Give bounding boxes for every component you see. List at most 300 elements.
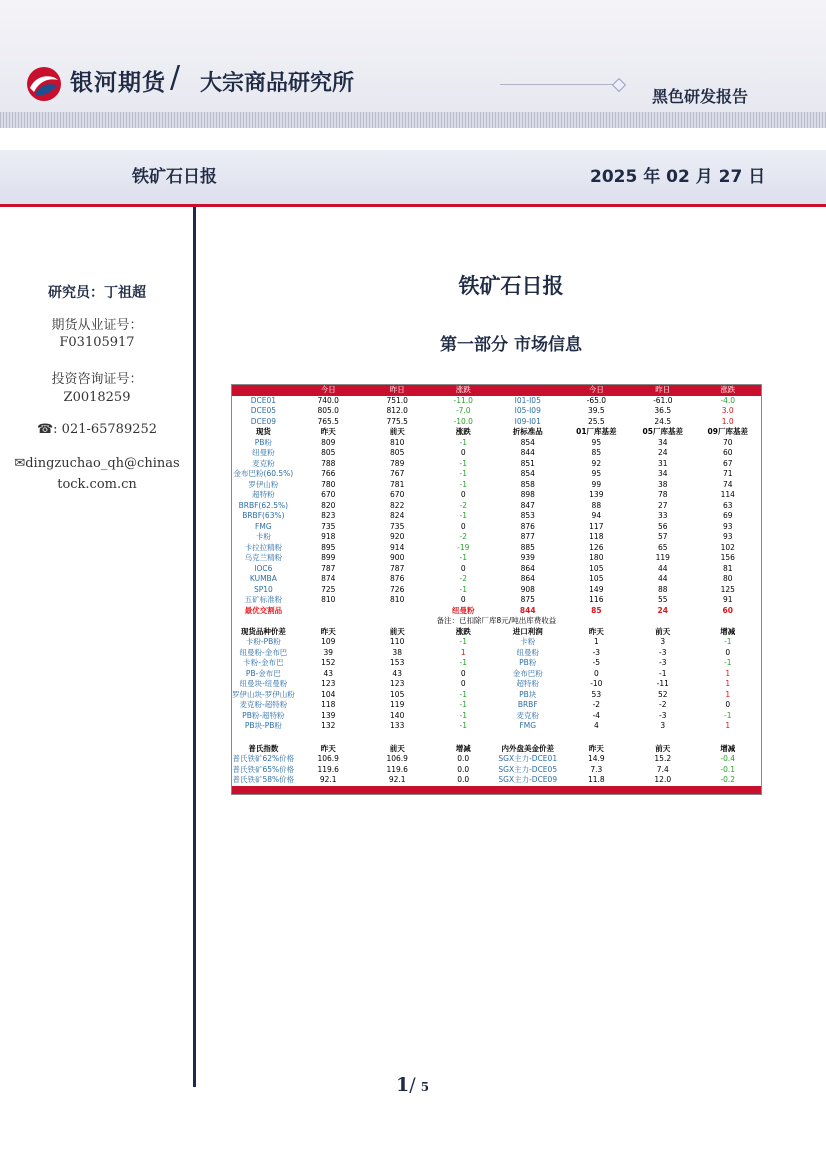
table-cell: 最优交割品 xyxy=(244,605,283,615)
table-cell: 156 xyxy=(720,553,735,562)
table-cell: 854 xyxy=(520,469,535,478)
table-cell: 0 xyxy=(460,563,466,573)
table-cell: -1 xyxy=(459,511,467,520)
report-date: 2025 年 02 月 27 日 xyxy=(590,167,766,187)
table-cell: -1 xyxy=(459,458,467,468)
table-cell: 920 xyxy=(390,532,405,541)
table-cell: 36.5 xyxy=(654,406,672,415)
table-cell: 33 xyxy=(657,511,668,520)
table-cell: 01厂库基差 xyxy=(576,427,617,436)
table-cell: -1 xyxy=(459,700,467,709)
table-cell: 1 xyxy=(725,721,731,730)
table-cell: 52 xyxy=(657,689,668,699)
table-cell: 昨天 xyxy=(588,626,604,636)
table-cell: 780 xyxy=(321,479,336,489)
table-cell: 875 xyxy=(520,595,535,604)
table-cell: 789 xyxy=(390,458,405,468)
table-cell: 3 xyxy=(660,637,666,646)
table-cell: 118 xyxy=(589,532,604,541)
table-cell: 805 xyxy=(321,448,336,457)
table-cell: 809 xyxy=(321,437,336,447)
table-cell: 105 xyxy=(589,563,604,573)
table-cell: 767 xyxy=(390,469,405,478)
spot-row xyxy=(232,574,762,585)
table-cell: 844 xyxy=(519,605,536,615)
header-stripes xyxy=(0,112,826,128)
table-cell: PB-金布巴 xyxy=(245,668,281,678)
table-cell: -4.0 xyxy=(720,395,736,405)
table-cell: BRBF(63%) xyxy=(242,511,285,520)
table-cell: 78 xyxy=(657,490,668,499)
table-cell: 670 xyxy=(321,490,336,499)
table-cell: 金布巴粉 xyxy=(512,668,543,678)
table-cell: -2 xyxy=(659,700,667,709)
table-cell: FMG xyxy=(255,521,272,531)
table-cell: 25.5 xyxy=(587,416,605,426)
table-cell: 0.0 xyxy=(457,764,470,774)
spread-row xyxy=(232,679,762,690)
table-cell: 105 xyxy=(390,689,405,699)
table-cell: 前天 xyxy=(655,743,671,753)
table-cell: PB块 xyxy=(519,689,537,699)
table-cell: 854 xyxy=(520,437,535,447)
table-cell: 781 xyxy=(390,479,405,489)
table-cell: -1 xyxy=(459,584,467,594)
table-cell: 增减 xyxy=(720,743,736,753)
table-cell: 麦克粉 xyxy=(516,710,539,720)
table-cell: 38 xyxy=(657,479,668,489)
table-cell: 94 xyxy=(591,511,602,520)
table-cell: 60 xyxy=(722,605,733,615)
spot-row xyxy=(232,564,762,575)
table-cell xyxy=(362,606,433,617)
table-cell: 34 xyxy=(657,469,668,478)
license-label: 期货从业证号： xyxy=(51,318,143,333)
table-cell: 908 xyxy=(520,584,535,594)
table-cell: 27 xyxy=(657,500,668,510)
table-footer-bar xyxy=(232,786,762,795)
table-cell: 139 xyxy=(589,490,604,499)
table-cell: -0.1 xyxy=(720,764,736,774)
table-cell: 0 xyxy=(460,490,466,499)
table-cell: 1 xyxy=(593,637,599,646)
table-cell: 63 xyxy=(722,500,733,510)
table-cell: -1 xyxy=(459,721,467,730)
table-cell: -1 xyxy=(459,553,467,562)
table-cell: 92.1 xyxy=(319,775,337,784)
table-cell: 折标准品 xyxy=(512,427,543,436)
table-cell: 11.8 xyxy=(587,775,605,784)
decorative-line xyxy=(500,84,618,85)
table-cell: 114 xyxy=(720,490,735,499)
spot-row xyxy=(232,480,762,491)
table-cell: -0.4 xyxy=(720,754,736,763)
table-cell: 81 xyxy=(722,563,733,573)
table-cell: 昨天 xyxy=(588,743,604,753)
table-cell: 71 xyxy=(722,469,733,478)
spot-row xyxy=(232,553,762,564)
table-cell: 117 xyxy=(589,521,604,531)
table-cell: 卡粉 xyxy=(520,637,536,646)
table-cell xyxy=(631,616,761,627)
table-cell: 进口利润 xyxy=(512,626,543,636)
futures-row xyxy=(232,396,762,407)
table-cell: 纽曼粉 xyxy=(252,448,275,457)
table-cell: 858 xyxy=(520,479,535,489)
table-cell xyxy=(295,606,362,617)
spot-row xyxy=(232,501,762,512)
table-cell: 43 xyxy=(392,668,402,678)
table-cell: 895 xyxy=(321,542,336,552)
table-cell: -10.0 xyxy=(453,416,473,426)
table-cell: 涨跌 xyxy=(455,427,471,436)
table-cell: 超特粉 xyxy=(252,490,275,499)
table-cell: -1 xyxy=(459,658,467,667)
table-cell: 851 xyxy=(520,458,535,468)
table-cell xyxy=(232,786,762,795)
spot-row xyxy=(232,511,762,522)
table-cell: 939 xyxy=(520,553,535,562)
page-current: 1 xyxy=(396,1074,410,1096)
spread-row xyxy=(232,711,762,722)
table-cell: 853 xyxy=(520,511,535,520)
table-cell: 昨天 xyxy=(320,626,336,636)
table-cell: 24.5 xyxy=(654,416,672,426)
table-cell xyxy=(494,385,562,396)
table-cell: 前天 xyxy=(655,626,671,636)
table-cell: 昨天 xyxy=(320,743,336,753)
spread-row xyxy=(232,658,762,669)
table-cell: 91 xyxy=(722,595,733,604)
table-cell: 0 xyxy=(460,679,466,688)
phone-line xyxy=(10,422,184,437)
table-cell: 0.0 xyxy=(457,754,470,763)
note-row xyxy=(232,616,762,627)
spread-row xyxy=(232,637,762,648)
table-cell: 914 xyxy=(390,542,405,552)
spacer-row xyxy=(232,732,762,744)
table-cell: 31 xyxy=(657,458,668,468)
platts-header-row xyxy=(232,744,762,755)
table-cell: -0.2 xyxy=(720,775,736,784)
table-cell: 4 xyxy=(593,721,599,730)
table-cell: 899 xyxy=(321,553,336,562)
table-cell: -3 xyxy=(659,658,667,667)
table-cell: 罗伊山块-罗伊山粉 xyxy=(232,689,295,699)
table-cell: 119 xyxy=(655,553,670,562)
table-cell: 69 xyxy=(722,511,733,520)
table-cell: 126 xyxy=(589,542,604,552)
table-cell: 149 xyxy=(589,584,604,594)
table-cell: -1 xyxy=(724,710,732,720)
table-cell: 92.1 xyxy=(388,775,406,784)
table-cell: 918 xyxy=(321,532,336,541)
table-cell: 775.5 xyxy=(386,416,408,426)
platts-row xyxy=(232,754,762,765)
table-cell: 805.0 xyxy=(317,406,339,415)
table-cell: 80 xyxy=(722,574,733,583)
table-cell: 180 xyxy=(589,553,604,562)
table-cell: 麦克粉 xyxy=(252,458,275,468)
table-cell: 824 xyxy=(390,511,405,520)
table-cell: 涨跌 xyxy=(695,385,762,396)
table-cell: 820 xyxy=(321,500,336,510)
table-cell: 乌克兰精粉 xyxy=(244,553,283,562)
email-line-2: tock.com.cn xyxy=(57,477,137,492)
table-cell: 787 xyxy=(390,563,405,573)
table-cell: 24 xyxy=(657,605,668,615)
table-cell: 卡粉 xyxy=(255,532,271,541)
table-cell: -1 xyxy=(724,658,732,667)
table-cell: 93 xyxy=(722,532,733,541)
table-cell: 65 xyxy=(657,542,668,552)
table-cell: 900 xyxy=(390,553,405,562)
email-line xyxy=(10,456,184,471)
table-cell: SP10 xyxy=(253,584,273,594)
table-cell: 670 xyxy=(390,490,405,499)
table-cell: 153 xyxy=(390,658,405,667)
table-cell: 增减 xyxy=(455,743,471,753)
table-cell: 787 xyxy=(321,563,336,573)
table-cell: 金布巴粉(60.5%) xyxy=(233,469,294,478)
table-cell: 95 xyxy=(591,469,602,478)
table-cell: -65.0 xyxy=(586,395,607,405)
table-cell: 24 xyxy=(657,448,668,457)
table-cell: 前天 xyxy=(389,626,405,636)
platts-row xyxy=(232,765,762,776)
table-cell: -4 xyxy=(592,710,601,720)
table-cell: 152 xyxy=(321,658,336,667)
table-cell: 735 xyxy=(390,521,405,531)
table-cell: -10 xyxy=(590,679,603,688)
table-cell: BRBF xyxy=(517,700,538,709)
futures-row xyxy=(232,417,762,428)
table-cell: 810 xyxy=(390,595,405,604)
table-cell: 132 xyxy=(321,721,336,730)
table-cell: -2 xyxy=(459,574,467,583)
table-cell: 3.0 xyxy=(721,406,734,415)
table-cell: 昨日 xyxy=(631,385,695,396)
spot-row xyxy=(232,532,762,543)
table-cell: 844 xyxy=(520,448,535,457)
table-cell: 812.0 xyxy=(386,406,408,415)
table-cell: 119.6 xyxy=(386,764,408,774)
table-cell: 今日 xyxy=(295,385,362,396)
table-cell: SGX主力-DCE09 xyxy=(498,775,558,784)
email-part1: dingzuchao_qh@chinas xyxy=(25,456,180,471)
institute-name: 大宗商品研究所 xyxy=(200,71,355,96)
table-cell: 788 xyxy=(321,458,336,468)
table-cell: 93 xyxy=(722,521,733,531)
consult-label: 投资咨询证号： xyxy=(51,372,143,387)
table-cell: 罗伊山粉 xyxy=(248,479,279,489)
table-cell: -2 xyxy=(459,500,467,510)
table-cell: 纽曼粉 xyxy=(516,647,539,657)
table-cell: 34 xyxy=(657,437,668,447)
table-cell: 05厂库基差 xyxy=(642,427,683,436)
spot-row xyxy=(232,543,762,554)
company-name: 银河期货 xyxy=(70,70,166,96)
table-cell: 纽曼块-纽曼粉 xyxy=(239,679,288,688)
table-cell: DCE01 xyxy=(250,395,276,405)
table-cell: 1 xyxy=(725,679,731,688)
table-cell: 昨日 xyxy=(362,385,433,396)
table-cell: 0 xyxy=(460,521,466,531)
table-cell: 57 xyxy=(657,532,668,541)
table-cell: 39.5 xyxy=(587,406,605,415)
table-cell: 0 xyxy=(593,668,599,678)
table-cell: 44 xyxy=(657,563,668,573)
spread-row xyxy=(232,721,762,732)
table-cell: -11.0 xyxy=(453,395,473,405)
spot-row xyxy=(232,585,762,596)
table-cell: 53 xyxy=(591,689,602,699)
table-cell: 7.3 xyxy=(590,764,603,774)
table-cell: DCE09 xyxy=(250,416,276,426)
band-red-line xyxy=(0,204,826,207)
table-cell: 纽曼粉 xyxy=(452,605,475,615)
table-cell: -1 xyxy=(459,437,467,447)
table-cell: 卡粉-金布巴 xyxy=(243,658,284,667)
table-cell: PB块-PB粉 xyxy=(244,721,282,730)
table-cell: 105 xyxy=(589,574,604,583)
table-cell: 前天 xyxy=(389,743,405,753)
table-cell: 106.9 xyxy=(317,754,339,763)
table-cell: PB粉-超特粉 xyxy=(242,710,285,720)
table-cell: 810 xyxy=(390,437,405,447)
table-cell: 44 xyxy=(657,574,668,583)
spread-row xyxy=(232,648,762,659)
table-cell: -7.0 xyxy=(455,406,471,415)
table-cell: 3 xyxy=(660,721,666,730)
table-cell: 55 xyxy=(657,595,668,604)
spot-row xyxy=(232,459,762,470)
table-cell: SGX主力-DCE01 xyxy=(498,754,558,763)
table-cell: 125 xyxy=(720,584,735,594)
table-cell: 7.4 xyxy=(656,764,669,774)
table-cell: 119 xyxy=(390,700,405,709)
table-cell: PB粉 xyxy=(519,658,537,667)
table-cell: 0 xyxy=(725,647,731,657)
table-cell: 847 xyxy=(520,500,535,510)
consult-number: Z0018259 xyxy=(63,390,131,405)
table-cell: -2 xyxy=(459,532,467,541)
table-cell: FMG xyxy=(519,721,537,730)
table-cell: 普氏铁矿58%价格 xyxy=(232,775,295,784)
table-cell: 1 xyxy=(460,647,466,657)
table-cell: 09厂库基差 xyxy=(707,427,748,436)
table-cell: 60 xyxy=(722,448,733,457)
best-delivery-row xyxy=(232,606,762,617)
table-cell: KUMBA xyxy=(249,574,277,583)
table-cell: 卡粉-PB粉 xyxy=(245,637,281,646)
spread-row xyxy=(232,669,762,680)
table-cell: 123 xyxy=(321,679,336,688)
license-number: F03105917 xyxy=(59,335,135,350)
report-title: 铁矿石日报 xyxy=(132,167,217,187)
table-cell: 12.0 xyxy=(654,775,672,784)
main-title: 铁矿石日报 xyxy=(458,274,564,298)
table-cell: 822 xyxy=(390,500,405,510)
galaxy-logo-icon xyxy=(26,66,62,102)
table-cell: DCE05 xyxy=(250,406,276,415)
spot-row xyxy=(232,438,762,449)
table-cell: -61.0 xyxy=(653,395,673,405)
table-cell: 0 xyxy=(725,700,731,709)
table-cell: 前天 xyxy=(389,427,405,436)
table-cell: 麦克粉-超特粉 xyxy=(239,700,288,709)
table-cell: 99 xyxy=(591,479,602,489)
table-cell xyxy=(232,616,362,627)
table-cell: 805 xyxy=(390,448,405,457)
table-cell: 102 xyxy=(720,542,735,552)
table-cell: 15.2 xyxy=(654,754,672,763)
table-cell: 五矿标准粉 xyxy=(244,595,283,604)
table-cell xyxy=(232,732,762,744)
table-cell: -5 xyxy=(592,658,601,667)
table-cell xyxy=(232,385,295,396)
page-number: 1/ 5 xyxy=(396,1074,430,1096)
spread-row xyxy=(232,690,762,701)
table-cell: 39 xyxy=(323,647,333,657)
table-cell: 43 xyxy=(323,668,333,678)
table-cell: 普氏铁矿62%价格 xyxy=(232,754,295,763)
table-cell: 涨跌 xyxy=(433,385,494,396)
table-cell: 卡拉拉精粉 xyxy=(244,542,283,552)
table-cell: 现货品种价差 xyxy=(240,626,286,636)
table-cell: BRBF(62.5%) xyxy=(238,500,289,510)
table-cell: 67 xyxy=(722,458,733,468)
table-cell: 1 xyxy=(725,668,731,678)
phone-icon: ☎ xyxy=(36,422,54,437)
report-type: 黑色研发报告 xyxy=(652,87,749,106)
table-cell: I05-I09 xyxy=(514,406,541,415)
table-cell: 885 xyxy=(520,542,535,552)
table-cell: 735 xyxy=(321,521,336,531)
spot-row xyxy=(232,469,762,480)
platts-row xyxy=(232,775,762,786)
table-cell: -3 xyxy=(659,710,667,720)
table-cell: 74 xyxy=(722,479,733,489)
table-cell: -1 xyxy=(459,710,467,720)
futures-row xyxy=(232,406,762,417)
table-cell: 95 xyxy=(591,437,602,447)
table-cell: 140 xyxy=(390,710,405,720)
table-cell: 增减 xyxy=(720,626,736,636)
table-cell: 0 xyxy=(460,448,466,457)
table-cell: 普氏指数 xyxy=(248,743,279,753)
table-cell: 今日 xyxy=(562,385,631,396)
table-cell: 普氏铁矿65%价格 xyxy=(232,764,295,774)
table-cell: 内外盘美金价差 xyxy=(501,743,554,753)
table-cell: 1.0 xyxy=(721,416,734,426)
spot-row xyxy=(232,448,762,459)
table-cell: 106.9 xyxy=(386,754,408,763)
logo-divider: / xyxy=(170,60,181,95)
phone-number: : 021-65789252 xyxy=(53,422,158,437)
table-cell: 超特粉 xyxy=(516,679,539,688)
table-cell: 725 xyxy=(321,584,336,594)
table-cell: 740.0 xyxy=(317,395,339,405)
table-cell: 118 xyxy=(321,700,336,709)
table-cell: 898 xyxy=(520,490,535,499)
table-cell: 876 xyxy=(390,574,405,583)
table-cell: 864 xyxy=(520,574,535,583)
table-cell: 110 xyxy=(390,637,405,646)
table-cell: -1 xyxy=(459,637,467,646)
table-cell: -1 xyxy=(724,637,732,646)
table-cell: 104 xyxy=(321,689,336,699)
